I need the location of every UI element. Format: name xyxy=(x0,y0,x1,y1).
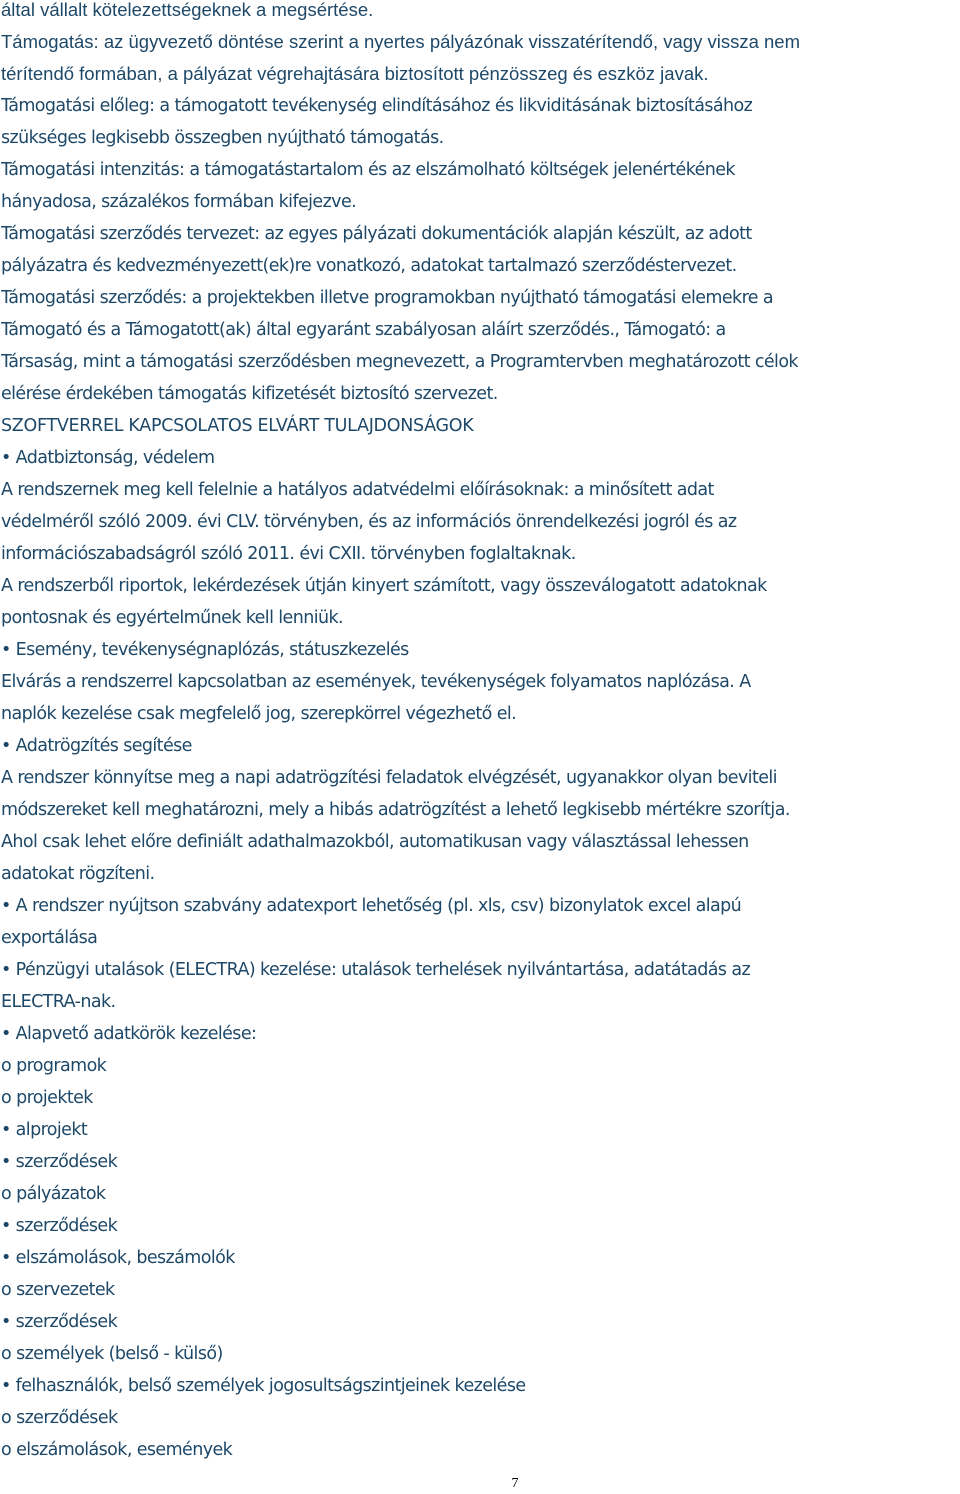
list-item: • Esemény, tevékenységnaplózás, státuszkezelés xyxy=(1,640,409,660)
text-line: Támogatási előleg: a támogatott tevékenység elindításához és likviditásának biztosításához xyxy=(1,96,753,116)
text-line: elérése érdekében támogatás kifizetését biztosító szervezet. xyxy=(1,384,498,404)
text-line: A rendszer könnyítse meg a napi adatrögzítési feladatok elvégzését, ugyanakkor olyan beviteli xyxy=(1,768,777,788)
text-line: szükséges legkisebb összegben nyújtható támogatás. xyxy=(1,128,444,148)
text-line: védelméről szóló 2009. évi CLV. törvényben, és az információs önrendelkezési jogról és az xyxy=(1,512,737,532)
text-line: módszereket kell meghatározni, mely a hibás adatrögzítést a lehető legkisebb mértékre szorítja. xyxy=(1,800,790,820)
text-line: adatokat rögzíteni. xyxy=(1,864,155,884)
text-line: Támogató és a Támogatott(ak) által egyaránt szabályosan aláírt szerződés., Támogató: a xyxy=(1,320,726,340)
text-line: exportálása xyxy=(1,928,98,948)
list-item: • felhasználók, belső személyek jogosultságszintjeinek kezelése xyxy=(1,1376,526,1396)
text-line: Ahol csak lehet előre definiált adathalmazokból, automatikusan vagy választással lehessen xyxy=(1,832,749,852)
list-item: • Adatrögzítés segítése xyxy=(1,736,192,756)
text-line: információszabadságról szóló 2011. évi CXII. törvényben foglaltaknak. xyxy=(1,544,576,564)
text-line: pályázatra és kedvezményezett(ek)re vonatkozó, adatokat tartalmazó szerződéstervezet. xyxy=(1,256,737,276)
document-body xyxy=(1,0,959,1466)
list-item: • elszámolások, beszámolók xyxy=(1,1248,235,1268)
text-line: hányadosa, százalékos formában kifejezve. xyxy=(1,192,357,212)
text-line: által vállalt kötelezettségeknek a megsértése. xyxy=(1,0,374,20)
list-item: • Adatbiztonság, védelem xyxy=(1,448,215,468)
page-number: 7 xyxy=(511,1476,519,1491)
list-item: o programok xyxy=(1,1056,107,1076)
list-item: • szerződések xyxy=(1,1216,118,1236)
text-line: Társaság, mint a támogatási szerződésben megnevezett, a Programtervben meghatározott célok xyxy=(1,352,798,372)
text-line: Támogatási szerződés tervezet: az egyes pályázati dokumentációk alapján készült, az adott xyxy=(1,224,752,244)
list-item: o szerződések xyxy=(1,1408,118,1428)
text-line: Támogatási szerződés: a projektekben illetve programokban nyújtható támogatási elemekre a xyxy=(1,288,774,308)
list-item: • szerződések xyxy=(1,1312,118,1332)
text-line: Elvárás a rendszerrel kapcsolatban az események, tevékenységek folyamatos naplózása. A xyxy=(1,672,751,692)
text-line: Támogatás: az ügyvezető döntése szerint a nyertes pályázónak visszatérítendő, vagy vissza nem xyxy=(1,31,800,52)
list-item: • szerződések xyxy=(1,1152,118,1172)
text-line: A rendszernek meg kell felelnie a hatályos adatvédelmi előírásoknak: a minősített adat xyxy=(1,480,714,500)
list-item: • Alapvető adatkörök kezelése: xyxy=(1,1024,257,1044)
list-item: o személyek (belső - külső) xyxy=(1,1344,223,1364)
list-item: • Pénzügyi utalások (ELECTRA) kezelése: utalások terhelések nyilvántartása, adatátadás az xyxy=(1,960,751,980)
list-item: o elszámolások, események xyxy=(1,1440,233,1460)
text-line: ELECTRA-nak. xyxy=(1,992,116,1012)
text-line: naplók kezelése csak megfelelő jog, szerepkörrel végezhető el. xyxy=(1,704,517,724)
list-item: o szervezetek xyxy=(1,1280,115,1300)
text-line: A rendszerből riportok, lekérdezések útján kinyert számított, vagy összeválogatott adatoknak xyxy=(1,576,767,596)
section-heading: SZOFTVERREL KAPCSOLATOS ELVÁRT TULAJDONSÁGOK xyxy=(1,416,474,436)
text-line: Támogatási intenzitás: a támogatástartalom és az elszámolható költségek jelenértékének xyxy=(1,160,735,180)
text-line: pontosnak és egyértelműnek kell lenniük. xyxy=(1,608,343,628)
list-item: • A rendszer nyújtson szabvány adatexport lehetőség (pl. xls, csv) bizonylatok excel alapú xyxy=(1,896,742,916)
text-line: térítendő formában, a pályázat végrehajtására biztosított pénzösszeg és eszköz javak. xyxy=(1,63,709,84)
list-item: • alprojekt xyxy=(1,1120,88,1140)
list-item: o pályázatok xyxy=(1,1184,106,1204)
list-item: o projektek xyxy=(1,1088,93,1108)
